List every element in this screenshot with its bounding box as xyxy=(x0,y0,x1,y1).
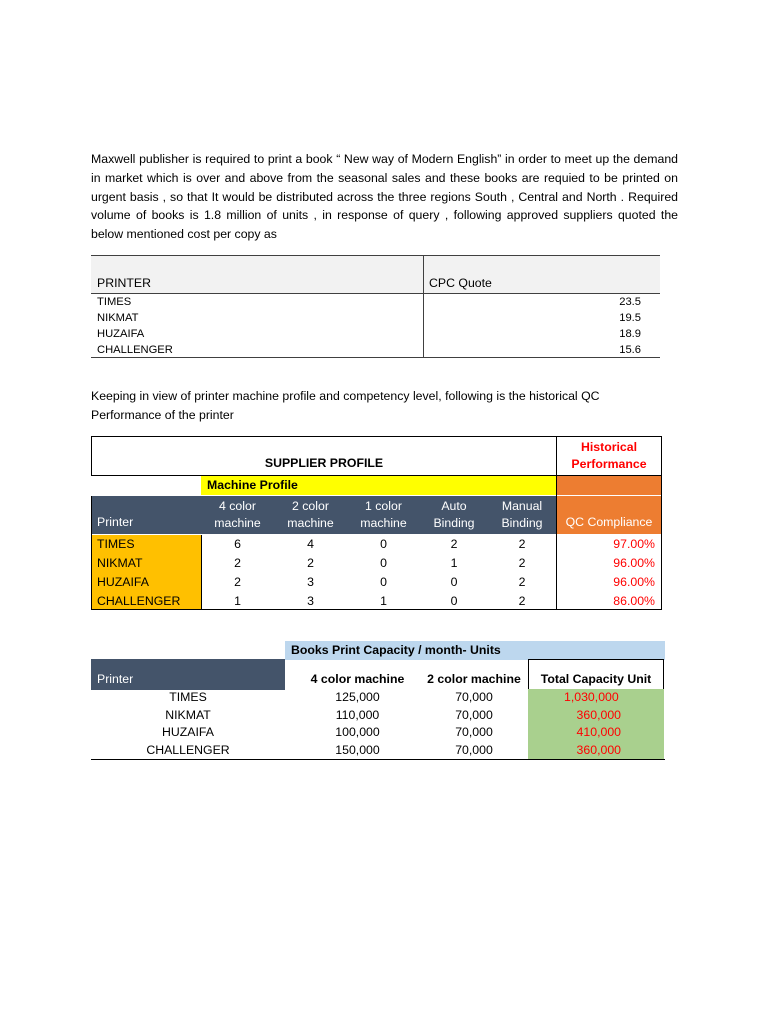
table-row xyxy=(91,294,660,310)
border xyxy=(556,436,557,610)
qc-compliance-value: 96.00% xyxy=(613,575,655,589)
header-line: 2 color xyxy=(292,499,329,513)
table-cell: 0 xyxy=(380,537,387,551)
cpc-quote-table xyxy=(91,255,660,358)
border xyxy=(91,496,92,610)
table-cell: 70,000 xyxy=(455,690,493,705)
table-cell: 2 xyxy=(234,556,241,570)
header-line: machine xyxy=(360,516,407,530)
table-cell: 2 xyxy=(518,593,526,608)
performance-label: Performance xyxy=(571,457,647,471)
header-line: Auto xyxy=(441,499,467,513)
table-cell: 6 xyxy=(234,537,241,551)
cpc-value: 23.5 xyxy=(619,296,641,308)
col-header-1-color xyxy=(347,496,420,534)
col-header-4-color xyxy=(201,496,274,534)
col-header-manual-binding xyxy=(488,496,556,534)
printer-name: TIMES xyxy=(169,690,207,705)
table-cell: 70,000 xyxy=(455,725,493,740)
printer-name: HUZAIFA xyxy=(97,328,145,340)
table-cell: 2 xyxy=(518,537,526,551)
printer-name: TIMES xyxy=(97,296,132,308)
cpc-value: 19.5 xyxy=(619,312,641,324)
header-line: machine xyxy=(214,516,261,530)
col-header-2-color-machine: 2 color machine xyxy=(427,672,521,686)
cpc-value: 18.9 xyxy=(619,328,641,340)
table-bottom-border xyxy=(91,357,660,358)
table-cell: 1 xyxy=(234,593,241,608)
capacity-table xyxy=(91,641,665,761)
cpc-table-header xyxy=(91,255,660,294)
table-cell: 100,000 xyxy=(335,725,380,740)
qc-compliance-value: 96.00% xyxy=(613,556,655,570)
total-capacity-value: 360,000 xyxy=(528,742,664,760)
col-header-cpc-quote: CPC Quote xyxy=(429,276,492,290)
col-header-printer: PRINTER xyxy=(97,276,151,290)
cpc-value: 15.6 xyxy=(619,344,641,356)
header-line: Binding xyxy=(501,516,543,530)
printer-name: CHALLENGER xyxy=(146,742,230,757)
col-header-printer: Printer xyxy=(91,659,285,690)
historical-label: Historical xyxy=(580,440,638,454)
table-cell: 2 xyxy=(518,556,526,570)
printer-name: CHALLENGER xyxy=(91,592,201,610)
table-cell: 2 xyxy=(518,575,526,589)
table-cell: 2 xyxy=(234,575,241,589)
table-row xyxy=(91,326,660,342)
table-cell: 70,000 xyxy=(455,707,493,722)
table-cell: 4 xyxy=(307,537,314,551)
table-cell: 3 xyxy=(307,575,314,589)
table-cell: 2 xyxy=(450,537,458,551)
machine-profile-band: Machine Profile xyxy=(201,476,556,495)
table-cell: 0 xyxy=(380,556,387,570)
table-cell: 0 xyxy=(450,575,458,589)
table-row xyxy=(91,310,660,326)
table-row xyxy=(91,342,660,358)
table-cell: 0 xyxy=(380,575,387,589)
column-divider xyxy=(423,255,424,358)
printer-name: TIMES xyxy=(91,535,201,554)
qc-paragraph: Keeping in view of printer machine profile and competency level, following is the historical QC Performance of the printer xyxy=(91,389,600,422)
printer-name: HUZAIFA xyxy=(162,725,214,740)
printer-name: CHALLENGER xyxy=(97,344,173,356)
table-cell: 70,000 xyxy=(455,742,493,757)
header-line: Binding xyxy=(433,516,475,530)
col-header-qc-compliance: QC Compliance xyxy=(557,496,661,534)
header-line: machine xyxy=(287,516,334,530)
table-bottom-border xyxy=(91,759,665,760)
table-cell: 3 xyxy=(307,593,314,608)
supplier-profile-title: SUPPLIER PROFILE xyxy=(264,455,384,470)
table-cell: 1 xyxy=(450,556,458,570)
table-cell: 2 xyxy=(307,556,314,570)
header-line: 4 color xyxy=(219,499,256,513)
border xyxy=(91,436,662,437)
col-header-total-capacity: Total Capacity Unit xyxy=(528,659,664,690)
historical-band xyxy=(557,476,661,495)
supplier-profile-table xyxy=(91,436,662,610)
capacity-title: Books Print Capacity / month- Units xyxy=(285,641,665,660)
header-line: Manual xyxy=(501,499,543,513)
col-header-4-color-machine: 4 color machine xyxy=(310,672,405,686)
printer-name: NIKMAT xyxy=(91,554,201,573)
col-header-printer: Printer xyxy=(91,496,201,534)
table-cell: 1 xyxy=(380,593,387,608)
border xyxy=(201,535,202,610)
qc-compliance-value: 97.00% xyxy=(613,537,655,551)
printer-name: HUZAIFA xyxy=(91,573,201,592)
qc-compliance-value: 86.00% xyxy=(613,593,655,608)
table-cell: 125,000 xyxy=(335,690,380,705)
header-line: 1 color xyxy=(365,499,402,513)
total-capacity-value: 360,000 xyxy=(528,707,664,725)
table-cell: 110,000 xyxy=(335,707,380,722)
printer-name: NIKMAT xyxy=(165,707,211,722)
total-capacity-value: 1,030,000 xyxy=(528,689,664,707)
border xyxy=(91,436,92,476)
intro-paragraph: Maxwell publisher is required to print a book “ New way of Modern English” in order to meet up the demand in market which is over and above from the seasonal sales and these books are requied to be printed on urgent basis , so that It would be distributed across the three regions South , Central and North . Required volume of books is 1.8 million of units , in response of query , following approved suppliers quoted the below mentioned cost per copy as xyxy=(91,152,678,242)
table-cell: 0 xyxy=(450,593,458,608)
table-cell: 150,000 xyxy=(335,742,380,757)
printer-name: NIKMAT xyxy=(97,312,139,324)
border xyxy=(661,436,662,610)
border xyxy=(91,609,662,610)
total-capacity-value: 410,000 xyxy=(528,724,664,742)
border xyxy=(91,475,662,476)
historical-performance-header xyxy=(557,438,661,474)
col-header-2-color xyxy=(274,496,347,534)
col-header-auto-binding xyxy=(420,496,488,534)
